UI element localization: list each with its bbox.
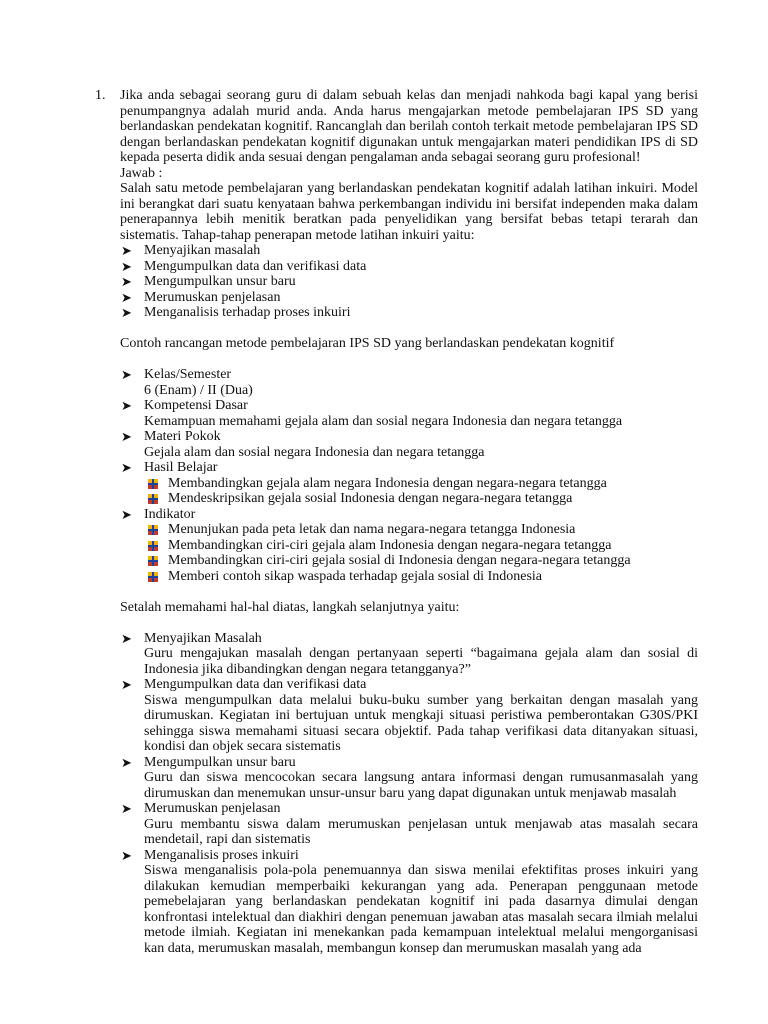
example-heading: Contoh rancangan metode pembelajaran IPS SD yang berlandaskan pendekatan kognitif <box>120 336 615 351</box>
colored-cross-bullet-icon <box>148 479 158 489</box>
lesson-plan-list <box>120 367 698 584</box>
detail-title: Mengumpulkan unsur baru <box>144 754 296 770</box>
kd-value: Kemampuan memahami gejala alam dan sosial negara Indonesia dan negara tetangga <box>144 413 623 429</box>
arrow-bullet-icon: ➤ <box>121 460 132 475</box>
list-item: ➤ Mengumpulkan data dan verifikasi data <box>121 258 367 274</box>
indikator-list <box>144 522 698 584</box>
detail-text: Guru mengajukan masalah dengan pertanyaan seperti “bagaimana gejala alam dan sosial di Indonesia jika dibandingkan dengan negara tetangganya?” <box>144 646 698 677</box>
materi-value: Gejala alam dan sosial negara Indonesia dan negara tetangga <box>144 444 485 460</box>
list-item: Mendeskripsikan gejala sosial Indonesia dengan negara-negara tetangga <box>144 491 698 507</box>
question-number: 1. <box>95 88 106 103</box>
list-item: ➤ Menganalisis terhadap proses inkuiri <box>121 305 351 320</box>
arrow-bullet-icon: ➤ <box>121 677 132 692</box>
list-item: Membandingkan ciri-ciri gejala alam Indonesia dengan negara-negara tetangga <box>144 538 698 554</box>
indikator-label: Indikator <box>144 506 196 522</box>
arrow-bullet-icon: ➤ <box>121 630 132 646</box>
list-item <box>120 631 698 678</box>
list-item <box>120 460 698 507</box>
arrow-bullet-icon: ➤ <box>121 801 132 816</box>
arrow-bullet-icon: ➤ <box>121 305 132 320</box>
colored-cross-bullet-icon <box>148 556 158 566</box>
colored-cross-bullet-icon <box>148 494 158 504</box>
list-item: Membandingkan ciri-ciri gejala sosial di Indonesia dengan negara-negara tetangga <box>144 553 698 569</box>
arrow-bullet-icon: ➤ <box>121 289 132 305</box>
list-item <box>120 398 698 429</box>
detail-text: Siswa menganalisis pola-pola penemuannya dan siswa menilai efektifitas proses inkuiri yang dilakukan kemudian memperbaiki kekurangan yang ada. Penerapan penggunaan metode pemebelajaran yang berlandaskan pendekatan kognitif ini pada dasarnya dimulai dengan konfrontasi intelektual dan diakhiri dengan penemuan jawaban atas masalah secara ilmiah melalui metode ilmiah. Kegiatan ini menekankan pada kemampuan intelektual melalui mengorganisasi kan data, merumuskan masalah, membangun konsep dan merumuskan masalah yang ada <box>144 863 698 956</box>
list-item <box>120 507 698 585</box>
inquiry-steps-list <box>120 243 698 321</box>
arrow-bullet-icon: ➤ <box>121 506 132 522</box>
materi-label: Materi Pokok <box>144 429 221 444</box>
list-item: Memberi contoh sikap waspada terhadap gejala sosial di Indonesia <box>144 569 698 585</box>
detail-text: Guru membantu siswa dalam merumuskan penjelasan untuk menjawab atas masalah secara mendetail, rapi dan sistematis <box>144 816 698 847</box>
kelas-value: 6 (Enam) / II (Dua) <box>144 382 253 398</box>
answer-intro: Salah satu metode pembelajaran yang berlandaskan pendekatan kognitif adalah latihan inkuiri. Model ini berangkat dari suatu kenyataan bahwa perkembangan individu ini bersifat independen maka dalam penerapannya lebih menitik beratkan pada penyelidikan yang bersifat bebas tetapi terarah dan sistematis. Tahap-tahap penerapan metode latihan inkuiri yaitu: <box>120 181 698 243</box>
hasil-list <box>144 476 698 507</box>
detail-title: Mengumpulkan data dan verifikasi data <box>144 677 367 692</box>
question-text: Jika anda sebagai seorang guru di dalam sebuah kelas dan menjadi nahkoda bagi kapal yang berisi penumpangnya adalah murid anda. Anda harus mengajarkan metode pembelajaran IPS SD yang berlandaskan pendekatan kognitif. Rancanglah dan berilah contoh terkait metode pembelajaran IPS SD dengan berlandaskan pendekatan kognitif digunakan untuk mengajarkan materi pendidikan IPS di SD kepada peserta didik anda sesuai dengan pengalaman anda sebagai seorang guru profesional! <box>120 88 698 165</box>
hasil-label: Hasil Belajar <box>144 460 218 475</box>
arrow-bullet-icon: ➤ <box>121 754 132 770</box>
question-content <box>120 88 698 956</box>
arrow-bullet-icon: ➤ <box>121 367 132 382</box>
colored-cross-bullet-icon <box>148 572 158 582</box>
steps-detail-list <box>120 631 698 957</box>
list-item: Membandingkan gejala alam negara Indonesia dengan negara-negara tetangga <box>144 476 698 492</box>
list-item: Menunjukan pada peta letak dan nama negara-negara tetangga Indonesia <box>144 522 698 538</box>
list-item <box>120 677 698 755</box>
detail-title: Menyajikan Masalah <box>144 630 262 646</box>
colored-cross-bullet-icon <box>148 525 158 535</box>
next-heading: Setalah memahami hal-hal diatas, langkah selanjutnya yaitu: <box>120 599 460 615</box>
arrow-bullet-icon: ➤ <box>121 274 132 289</box>
detail-text: Guru dan siswa mencocokan secara langsung antara informasi dengan rumusanmasalah yang dirumuskan dan menemukan unsur-unsur baru yang dapat digunakan untuk menjawab masalah <box>144 770 698 801</box>
list-item <box>120 429 698 460</box>
kelas-label: Kelas/Semester <box>144 367 232 382</box>
kd-label: Kompetensi Dasar <box>144 398 248 413</box>
detail-title: Menganalisis proses inkuiri <box>144 847 299 863</box>
list-item <box>120 367 698 398</box>
list-item <box>120 755 698 802</box>
colored-cross-bullet-icon <box>148 541 158 551</box>
detail-text: Siswa mengumpulkan data melalui buku-buku sumber yang berkaitan dengan masalah yang dirumuskan. Kegiatan ini bertujuan untuk mengkaji situasi peristiwa pemberontakan G30S/PKI sehingga siswa memahami situasi secara objektif. Pada tahap verifikasi data ditanyakan situasi, kondisi dan objek secara sistematis <box>144 692 698 754</box>
arrow-bullet-icon: ➤ <box>121 429 132 444</box>
arrow-bullet-icon: ➤ <box>121 258 132 274</box>
list-item <box>120 848 698 957</box>
list-item: ➤ Mengumpulkan unsur baru <box>121 274 296 289</box>
arrow-bullet-icon: ➤ <box>121 243 132 258</box>
arrow-bullet-icon: ➤ <box>121 847 132 863</box>
list-item: ➤ Menyajikan masalah <box>121 243 261 258</box>
detail-title: Merumuskan penjelasan <box>144 801 281 816</box>
document-page <box>96 88 698 956</box>
answer-label: Jawab : <box>120 165 163 181</box>
arrow-bullet-icon: ➤ <box>121 398 132 413</box>
list-item: ➤ Merumuskan penjelasan <box>121 289 281 305</box>
list-item <box>120 801 698 848</box>
